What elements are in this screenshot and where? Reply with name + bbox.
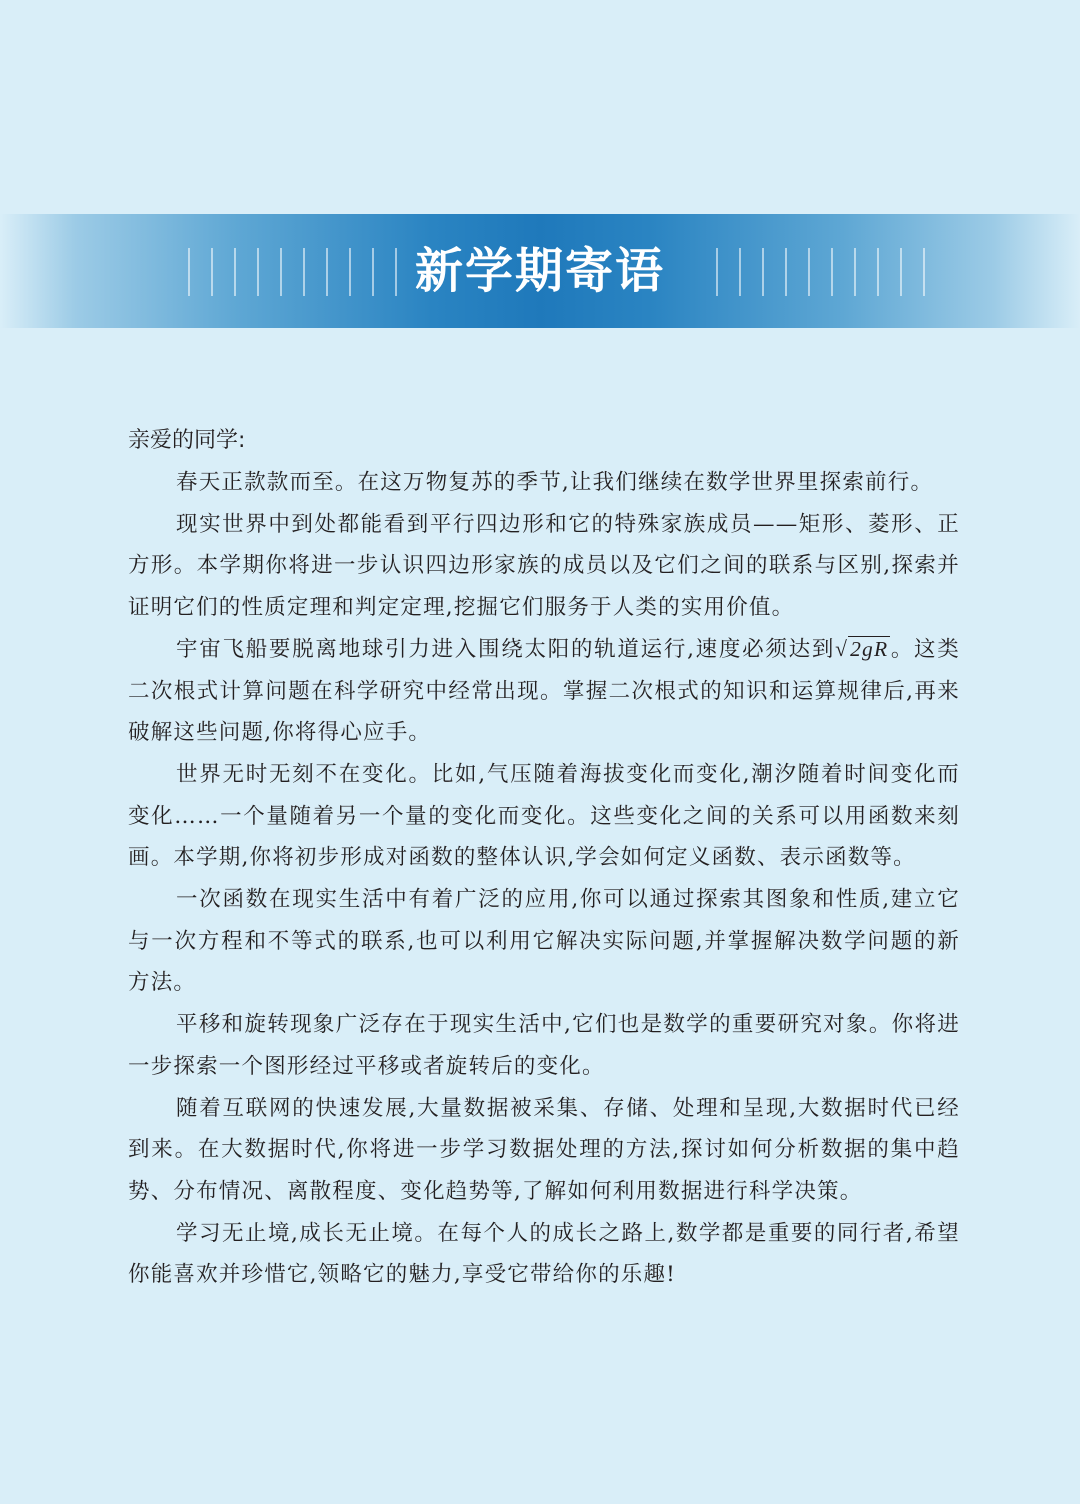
page-title: 新学期寄语 [414,243,665,299]
greeting: 亲爱的同学: [128,428,246,453]
sqrt-icon: √ [835,636,849,661]
paragraph-spring: 春天正款款而至。在这万物复苏的季节,让我们继续在数学世界里探索前行。 [176,470,934,495]
sqrt-formula [835,629,890,671]
paragraph-transformations: 平移和旋转现象广泛存在于现实生活中,它们也是数学的重要研究对象。你将进一步探索一个图形经过平移或者旋转后的变化。 [128,1012,960,1079]
paragraph-radicals [128,629,960,754]
paragraph-functions: 世界无时无刻不在变化。比如,气压随着海拔变化而变化,潮汐随着时间变化而变化……一个量随着另一个量的变化而变化。这些变化之间的关系可以用函数来刻画。本学期,你将初步形成对函数的整体认识,学会如何定义函数、表示函数等。 [128,761,961,871]
paragraph-radicals-start: 宇宙飞船要脱离地球引力进入围绕太阳的轨道运行,速度必须达到 [176,636,836,662]
paragraph-radicals-end: 。这类二次根式计算问题在科学研究中经常出现。掌握二次根式的知识和运算规律后,再来破解这些问题,你将得心应手。 [128,636,960,746]
sqrt-radicand: 2gR [850,636,889,661]
letter-body [128,420,960,1296]
paragraph-quadrilaterals: 现实世界中到处都能看到平行四边形和它的特殊家族成员——矩形、菱形、正方形。本学期你将进一步认识四边形家族的成员以及它们之间的联系与区别,探索并证明它们的性质定理和判定定理,挖掘它们服务于人类的实用价值。 [128,511,960,621]
paragraph-closing: 学习无止境,成长无止境。在每个人的成长之路上,数学都是重要的同行者,希望你能喜欢并珍惜它,领略它的魅力,享受它带给你的乐趣! [128,1220,960,1288]
title-banner [0,214,1080,328]
paragraph-linear-functions: 一次函数在现实生活中有着广泛的应用,你可以通过探索其图象和性质,建立它与一次方程和不等式的联系,也可以利用它解决实际问题,并掌握解决数学问题的新方法。 [128,887,960,996]
paragraph-big-data: 随着互联网的快速发展,大量数据被采集、存储、处理和呈现,大数据时代已经到来。在大数据时代,你将进一步学习数据处理的方法,探讨如何分析数据的集中趋势、分布情况、离散程度、变化趋势等,了解如何利用数据进行科学决策。 [128,1095,960,1204]
